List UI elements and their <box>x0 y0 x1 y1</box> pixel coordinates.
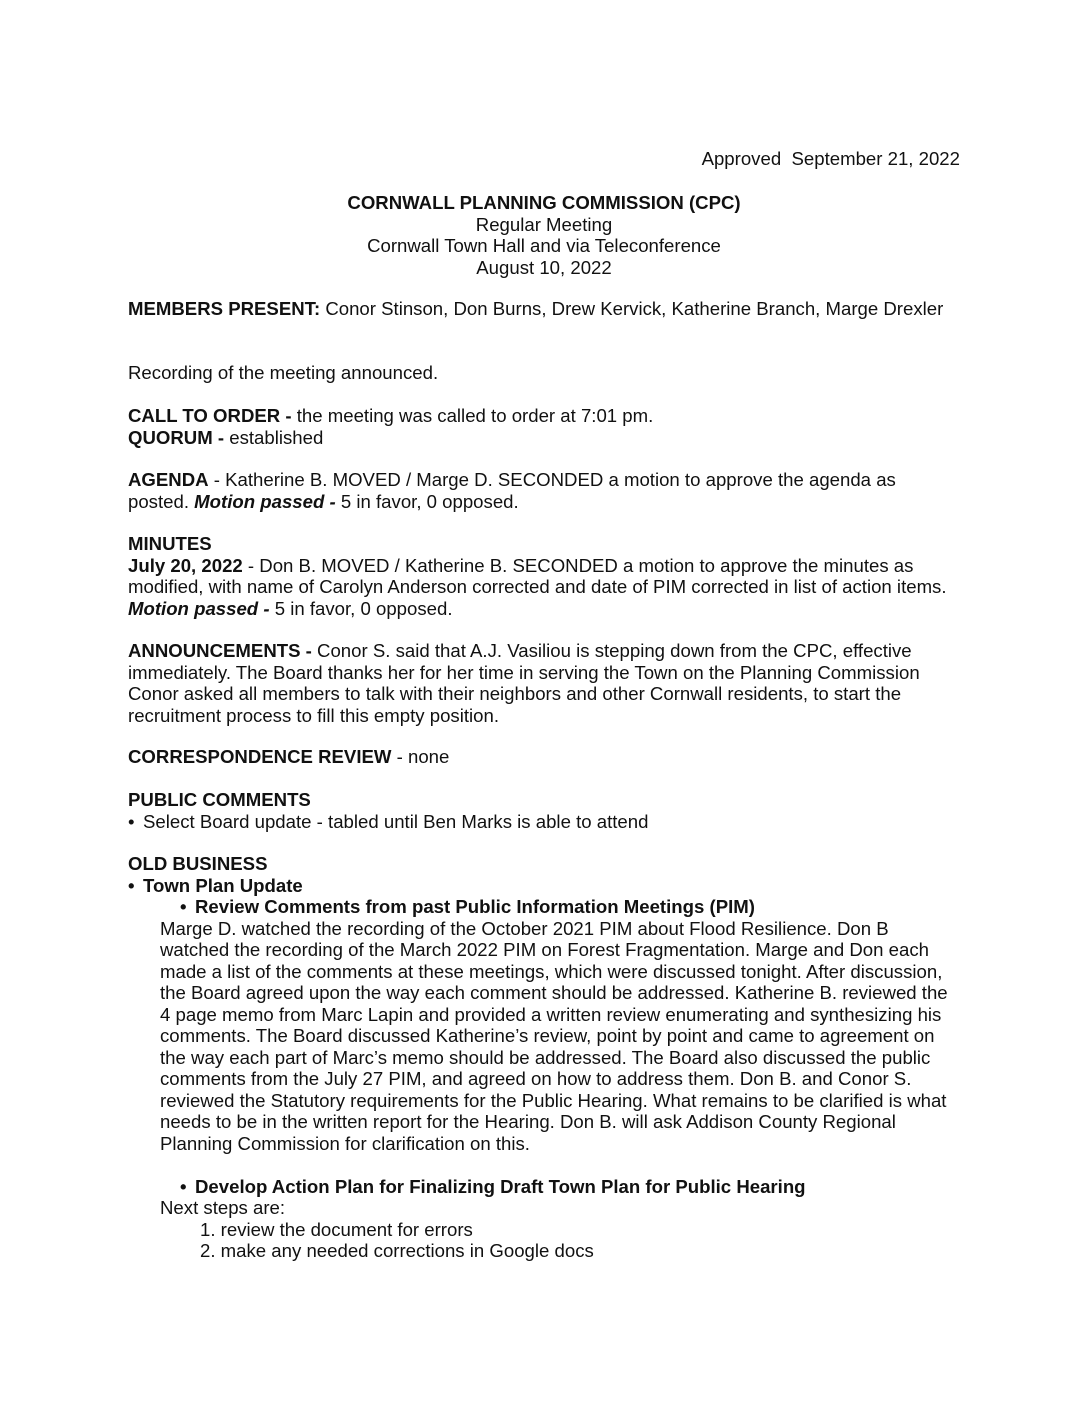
members-text: Conor Stinson, Don Burns, Drew Kervick, Katherine Branch, Marge Drexler <box>320 298 944 319</box>
correspondence-label: CORRESPONDENCE REVIEW <box>128 746 392 767</box>
agenda-motion: Motion passed - <box>194 490 336 512</box>
correspondence-text: - none <box>391 746 450 767</box>
old-sub2: Develop Action Plan for Finalizing Draft Town Plan for Public Hearing <box>195 1175 806 1197</box>
minutes-motion: Motion passed - <box>128 597 270 619</box>
call-label: CALL TO ORDER - <box>128 405 292 426</box>
public-item-text: tabled until Ben Marks is able to attend <box>322 810 649 832</box>
list-item: 1. review the document for errors <box>200 1218 473 1240</box>
correspondence-section <box>128 746 960 768</box>
meeting-location: Cornwall Town Hall and via Teleconference <box>367 235 721 256</box>
bullet-icon: • <box>180 1175 187 1197</box>
document-header <box>128 192 960 278</box>
recording-section <box>128 362 960 384</box>
agenda-text: - Katherine B. MOVED / Marge D. SECONDED a motion to approve the agenda as posted. <box>128 469 896 512</box>
announcements-label: ANNOUNCEMENTS - <box>128 640 312 661</box>
next-steps-label: Next steps are: <box>160 1197 286 1218</box>
bullet-icon: • <box>180 896 187 917</box>
minutes-text: - Don B. MOVED / Katherine B. SECONDED a motion to approve the minutes as modified, with name of Carolyn Anderson corrected and date of PIM corrected in list of action items. <box>128 554 947 597</box>
meeting-type: Regular Meeting <box>475 213 613 235</box>
public-item-label: Select Board update - <box>143 810 323 832</box>
agenda-result: 5 in favor, 0 opposed. <box>335 490 519 512</box>
old-item: Town Plan Update <box>143 874 303 896</box>
old-sub1: Review Comments from past Public Information Meetings (PIM) <box>195 896 755 917</box>
old-heading: OLD BUSINESS <box>128 853 268 874</box>
bullet-icon: • <box>128 874 135 896</box>
recording-text: Recording of the meeting announced. <box>128 362 439 383</box>
list-item: 2. make any needed corrections in Google docs <box>200 1240 594 1261</box>
members-section <box>128 298 960 320</box>
members-label: MEMBERS PRESENT: <box>128 298 321 319</box>
page-title: CORNWALL PLANNING COMMISSION (CPC) <box>347 192 741 213</box>
call-to-order-section <box>128 405 960 448</box>
public-heading: PUBLIC COMMENTS <box>128 789 311 810</box>
agenda-section <box>128 469 960 512</box>
old-para1: Marge D. watched the recording of the October 2021 PIM about Flood Resilience. Don B watched the recording of the March 2022 PIM on Forest Fragmentation. Marge and Don each made a list of the comments at these meetings, which were discussed tonight. After discussion, the Board agreed upon the way each comment should be addressed. Katherine B. reviewed the 4 page memo from Marc Lapin and provided a written review enumerating and synthesizing his comments. The Board discussed Katherine’s review, point by point and came to agreement on the way each part of Marc’s memo should be addressed. The Board also discussed the public comments from the July 27 PIM, and agreed on how to address them. Don B. and Conor S. reviewed the Statutory requirements for the Public Hearing. What remains to be clarified is what needs to be in the written report for the Hearing. Don B. will ask Addison County Regional Planning Commission for clarification on this. <box>160 917 948 1154</box>
minutes-result: 5 in favor, 0 opposed. <box>269 597 453 619</box>
announcements-text: Conor S. said that A.J. Vasiliou is stepping down from the CPC, effective immediately. The Board thanks her for her time in serving the Town on the Planning Commission Conor asked all members to talk with their neighbors and other Cornwall residents, to start the recruitment process to fill this empty position. <box>128 640 920 726</box>
quorum-label: QUORUM - <box>128 426 225 448</box>
bullet-icon: • <box>128 810 135 832</box>
agenda-label: AGENDA <box>128 469 209 490</box>
announcements-section <box>128 640 960 726</box>
public-comments-section <box>128 789 960 832</box>
minutes-heading: MINUTES <box>128 533 212 554</box>
minutes-section <box>128 533 960 619</box>
old-business-section <box>128 853 960 1262</box>
minutes-date: July 20, 2022 <box>128 554 243 576</box>
call-text: the meeting was called to order at 7:01 pm. <box>291 405 654 426</box>
approval-note: Approved September 21, 2022 <box>701 148 960 169</box>
meeting-date: August 10, 2022 <box>476 256 612 278</box>
quorum-text: established <box>224 426 324 448</box>
